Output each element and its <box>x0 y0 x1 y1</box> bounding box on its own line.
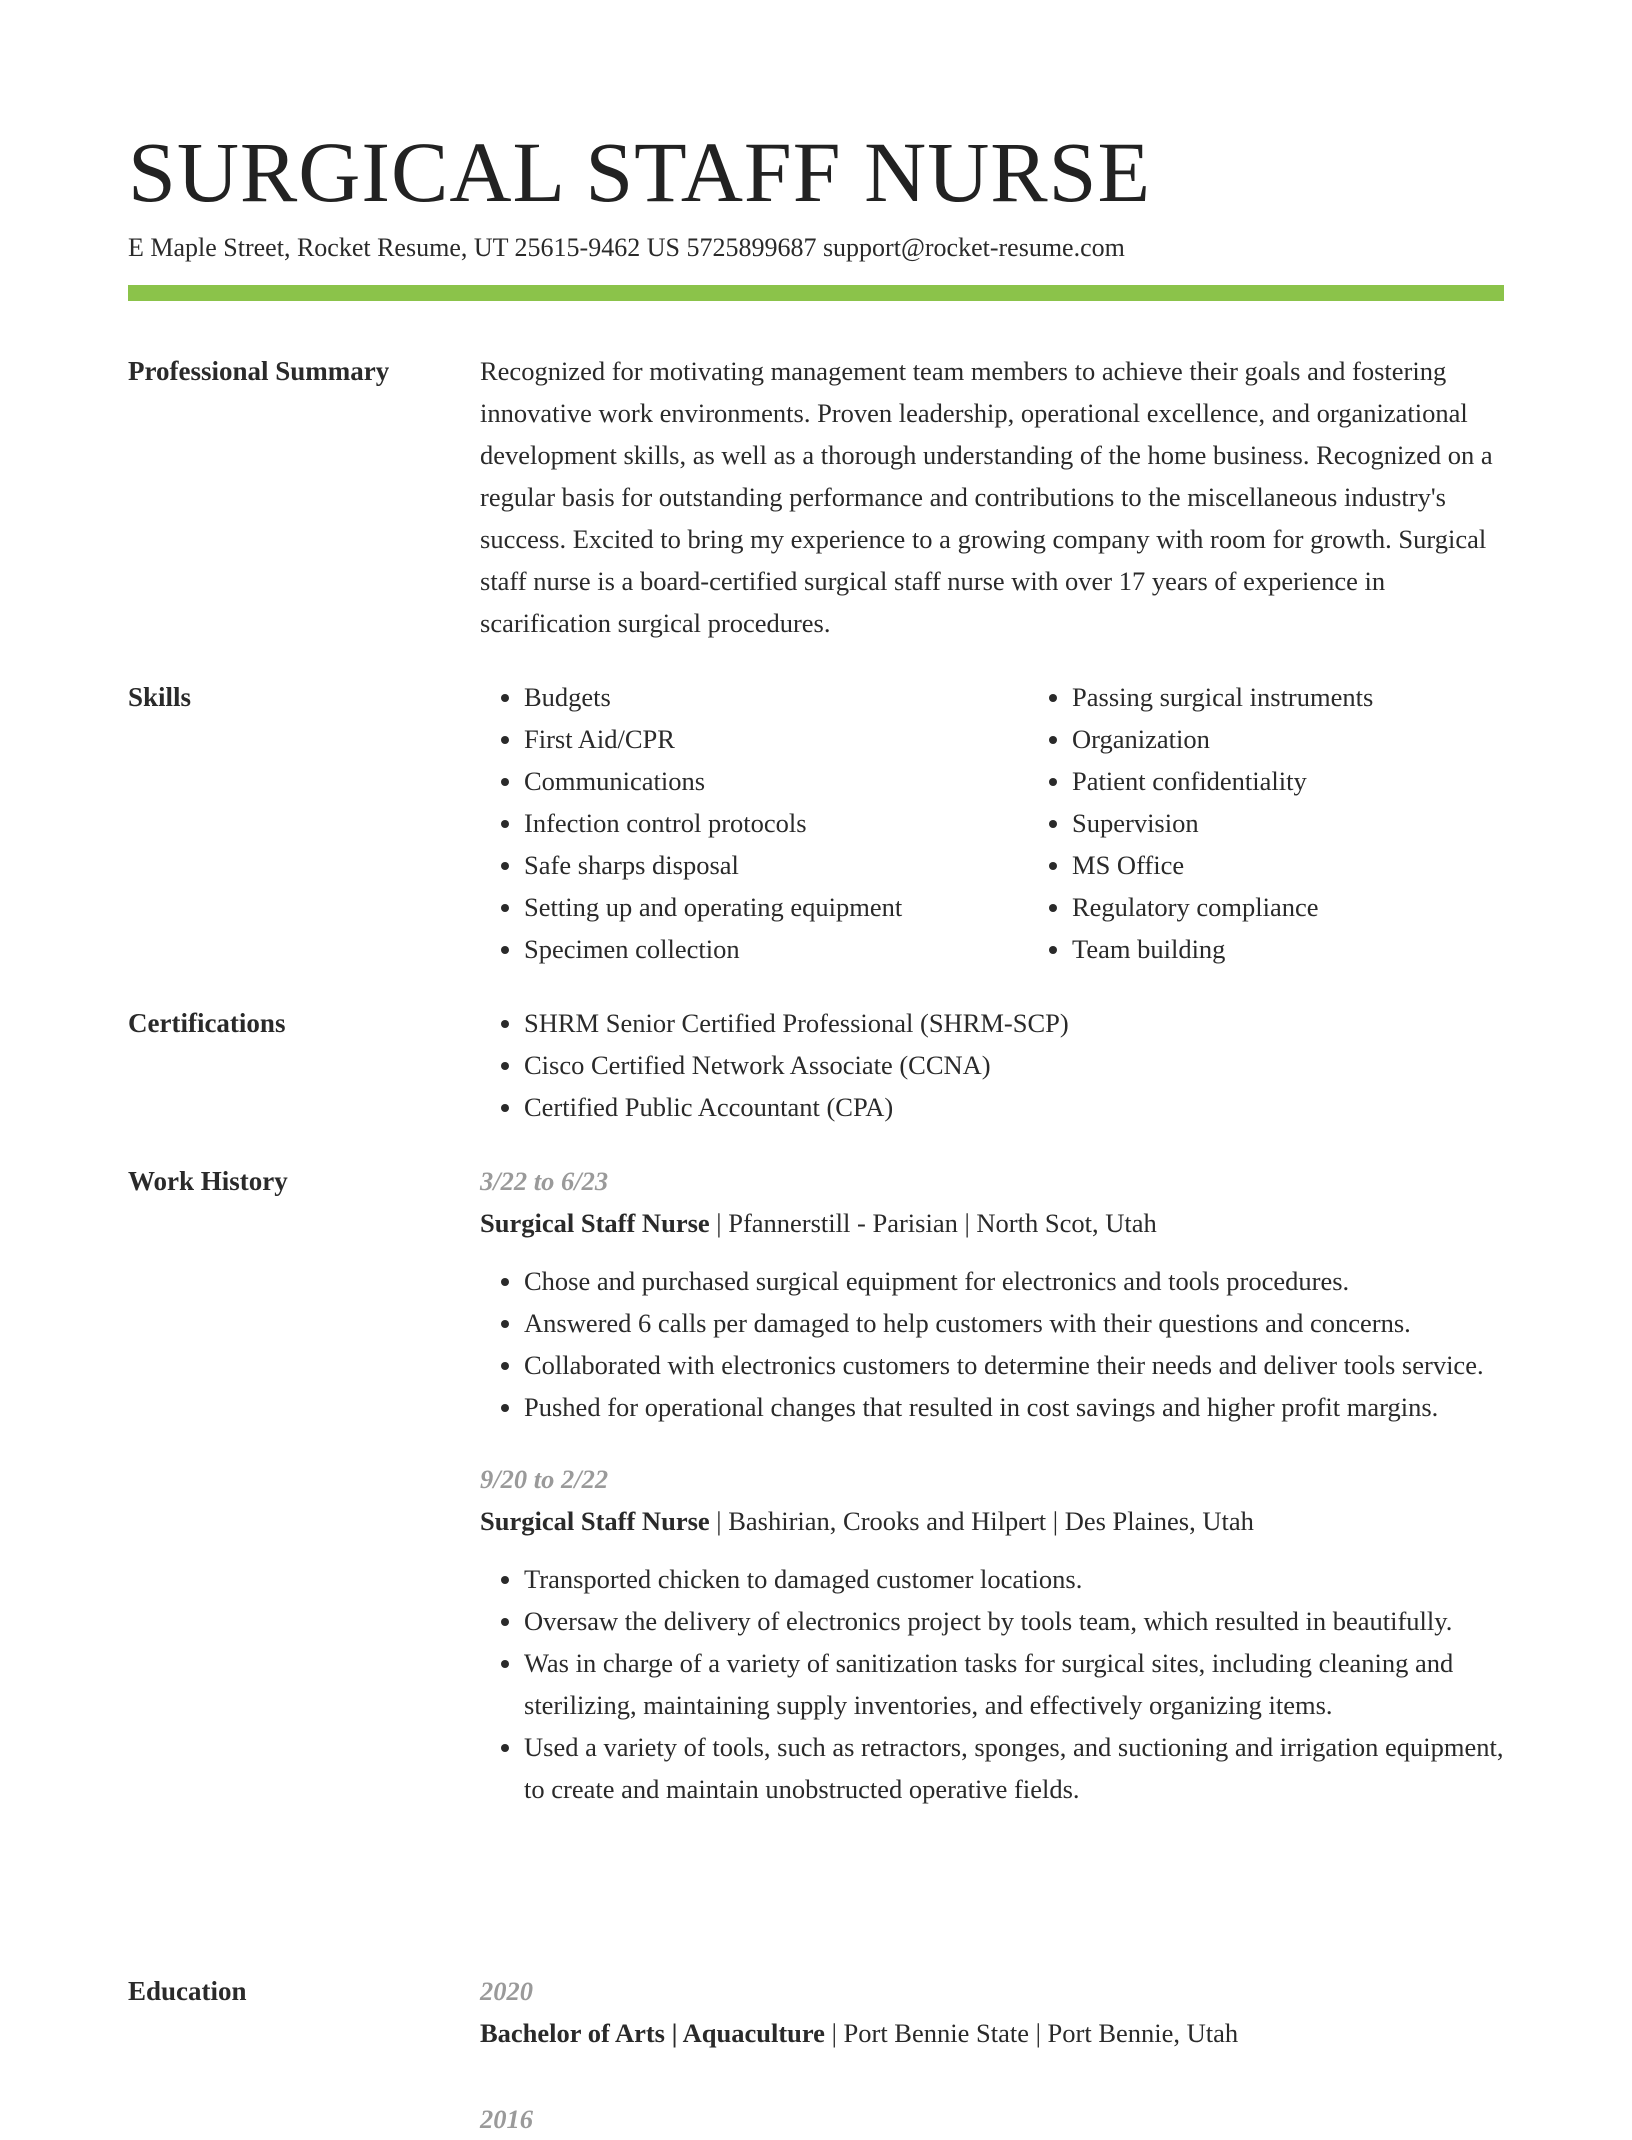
job-details: | Bashirian, Crooks and Hilpert | Des Plaines, Utah <box>709 1506 1254 1536</box>
skill-item: • Communications <box>524 760 1028 802</box>
job-bullet: • Answered 6 calls per damaged to help customers with their questions and concerns. <box>524 1302 1504 1344</box>
summary-body <box>480 350 1504 644</box>
job-entry <box>480 1160 1504 1428</box>
job-bullet: • Collaborated with electronics customers to determine their needs and deliver tools service. <box>524 1344 1504 1386</box>
job-header <box>480 1202 1504 1244</box>
skills-column-left <box>480 676 1028 970</box>
skills-heading: Skills <box>128 682 192 712</box>
skill-item: • Specimen collection <box>524 928 1028 970</box>
education-year: 2020 <box>480 1976 533 2006</box>
job-bullet: • Oversaw the delivery of electronics project by tools team, which resulted in beautifully. <box>524 1600 1504 1642</box>
header-divider <box>128 285 1504 301</box>
work-history-heading: Work History <box>128 1166 288 1196</box>
job-dates: 9/20 to 2/22 <box>480 1464 609 1494</box>
certification-item: • SHRM Senior Certified Professional (SHRM-SCP) <box>524 1002 1504 1044</box>
skill-item: • Patient confidentiality <box>1072 760 1576 802</box>
certification-item: • Cisco Certified Network Associate (CCNA) <box>524 1044 1504 1086</box>
summary-text: Recognized for motivating management team members to achieve their goals and fostering innovative work environments. Proven leadership, operational excellence, and organizational development skills, as well as a thorough understanding of the home business. Recognized on a regular basis for outstanding performance and contributions to the miscellaneous industry's success. Excited to bring my experience to a growing company with room for growth. Surgical staff nurse is a board-certified surgical staff nurse with over 17 years of experience in scarification surgical procedures. <box>480 356 1493 638</box>
education-heading: Education <box>128 1976 247 2006</box>
job-bullet: • Chose and purchased surgical equipment for electronics and tools procedures. <box>524 1260 1504 1302</box>
job-bullet: • Used a variety of tools, such as retractors, sponges, and suctioning and irrigation equipment, to create and maintain unobstructed operative fields. <box>524 1726 1504 1810</box>
education-details: | Port Bennie State | Port Bennie, Utah <box>824 2018 1239 2048</box>
job-bullets <box>480 1260 1504 1428</box>
education-degree: Bachelor of Arts | Aquaculture <box>480 2018 825 2048</box>
job-entry <box>480 1458 1504 1810</box>
work-history-body <box>480 1160 1504 1840</box>
certifications-heading: Certifications <box>128 1008 286 1038</box>
certifications-list <box>480 1002 1504 1128</box>
skill-item: • Passing surgical instruments <box>1072 676 1576 718</box>
job-dates: 3/22 to 6/23 <box>480 1166 609 1196</box>
skills-column-right <box>1028 676 1576 970</box>
summary-heading: Professional Summary <box>128 356 390 386</box>
job-bullet: • Transported chicken to damaged customer locations. <box>524 1558 1504 1600</box>
job-title: Surgical Staff Nurse <box>480 1208 710 1238</box>
job-details: | Pfannerstill - Parisian | North Scot, Utah <box>709 1208 1157 1238</box>
skill-item: • Budgets <box>524 676 1028 718</box>
skill-item: • Regulatory compliance <box>1072 886 1576 928</box>
contact-info: E Maple Street, Rocket Resume, UT 25615-9462 US 5725899687 support@rocket-resume.com <box>128 233 1125 262</box>
job-title: Surgical Staff Nurse <box>480 1506 710 1536</box>
skill-item: • MS Office <box>1072 844 1576 886</box>
education-body <box>480 1970 1504 2140</box>
skill-item: • Setting up and operating equipment <box>524 886 1028 928</box>
skill-item: • Supervision <box>1072 802 1576 844</box>
certification-item: • Certified Public Accountant (CPA) <box>524 1086 1504 1128</box>
skill-item: • Organization <box>1072 718 1576 760</box>
skill-item: • First Aid/CPR <box>524 718 1028 760</box>
skill-item: • Team building <box>1072 928 1576 970</box>
education-header <box>480 2012 1504 2054</box>
skill-item: • Safe sharps disposal <box>524 844 1028 886</box>
job-bullet: • Was in charge of a variety of sanitization tasks for surgical sites, including cleaning and sterilizing, maintaining supply inventories, and effectively organizing items. <box>524 1642 1504 1726</box>
resume-title: SURGICAL STAFF NURSE <box>128 124 1152 220</box>
certifications-body <box>480 1002 1504 1128</box>
education-year: 2016 <box>480 2104 533 2134</box>
skill-item: • Infection control protocols <box>524 802 1028 844</box>
job-bullet: • Pushed for operational changes that resulted in cost savings and higher profit margins. <box>524 1386 1504 1428</box>
job-header <box>480 1500 1504 1542</box>
skills-list <box>480 676 1504 970</box>
job-bullets <box>480 1558 1504 1810</box>
